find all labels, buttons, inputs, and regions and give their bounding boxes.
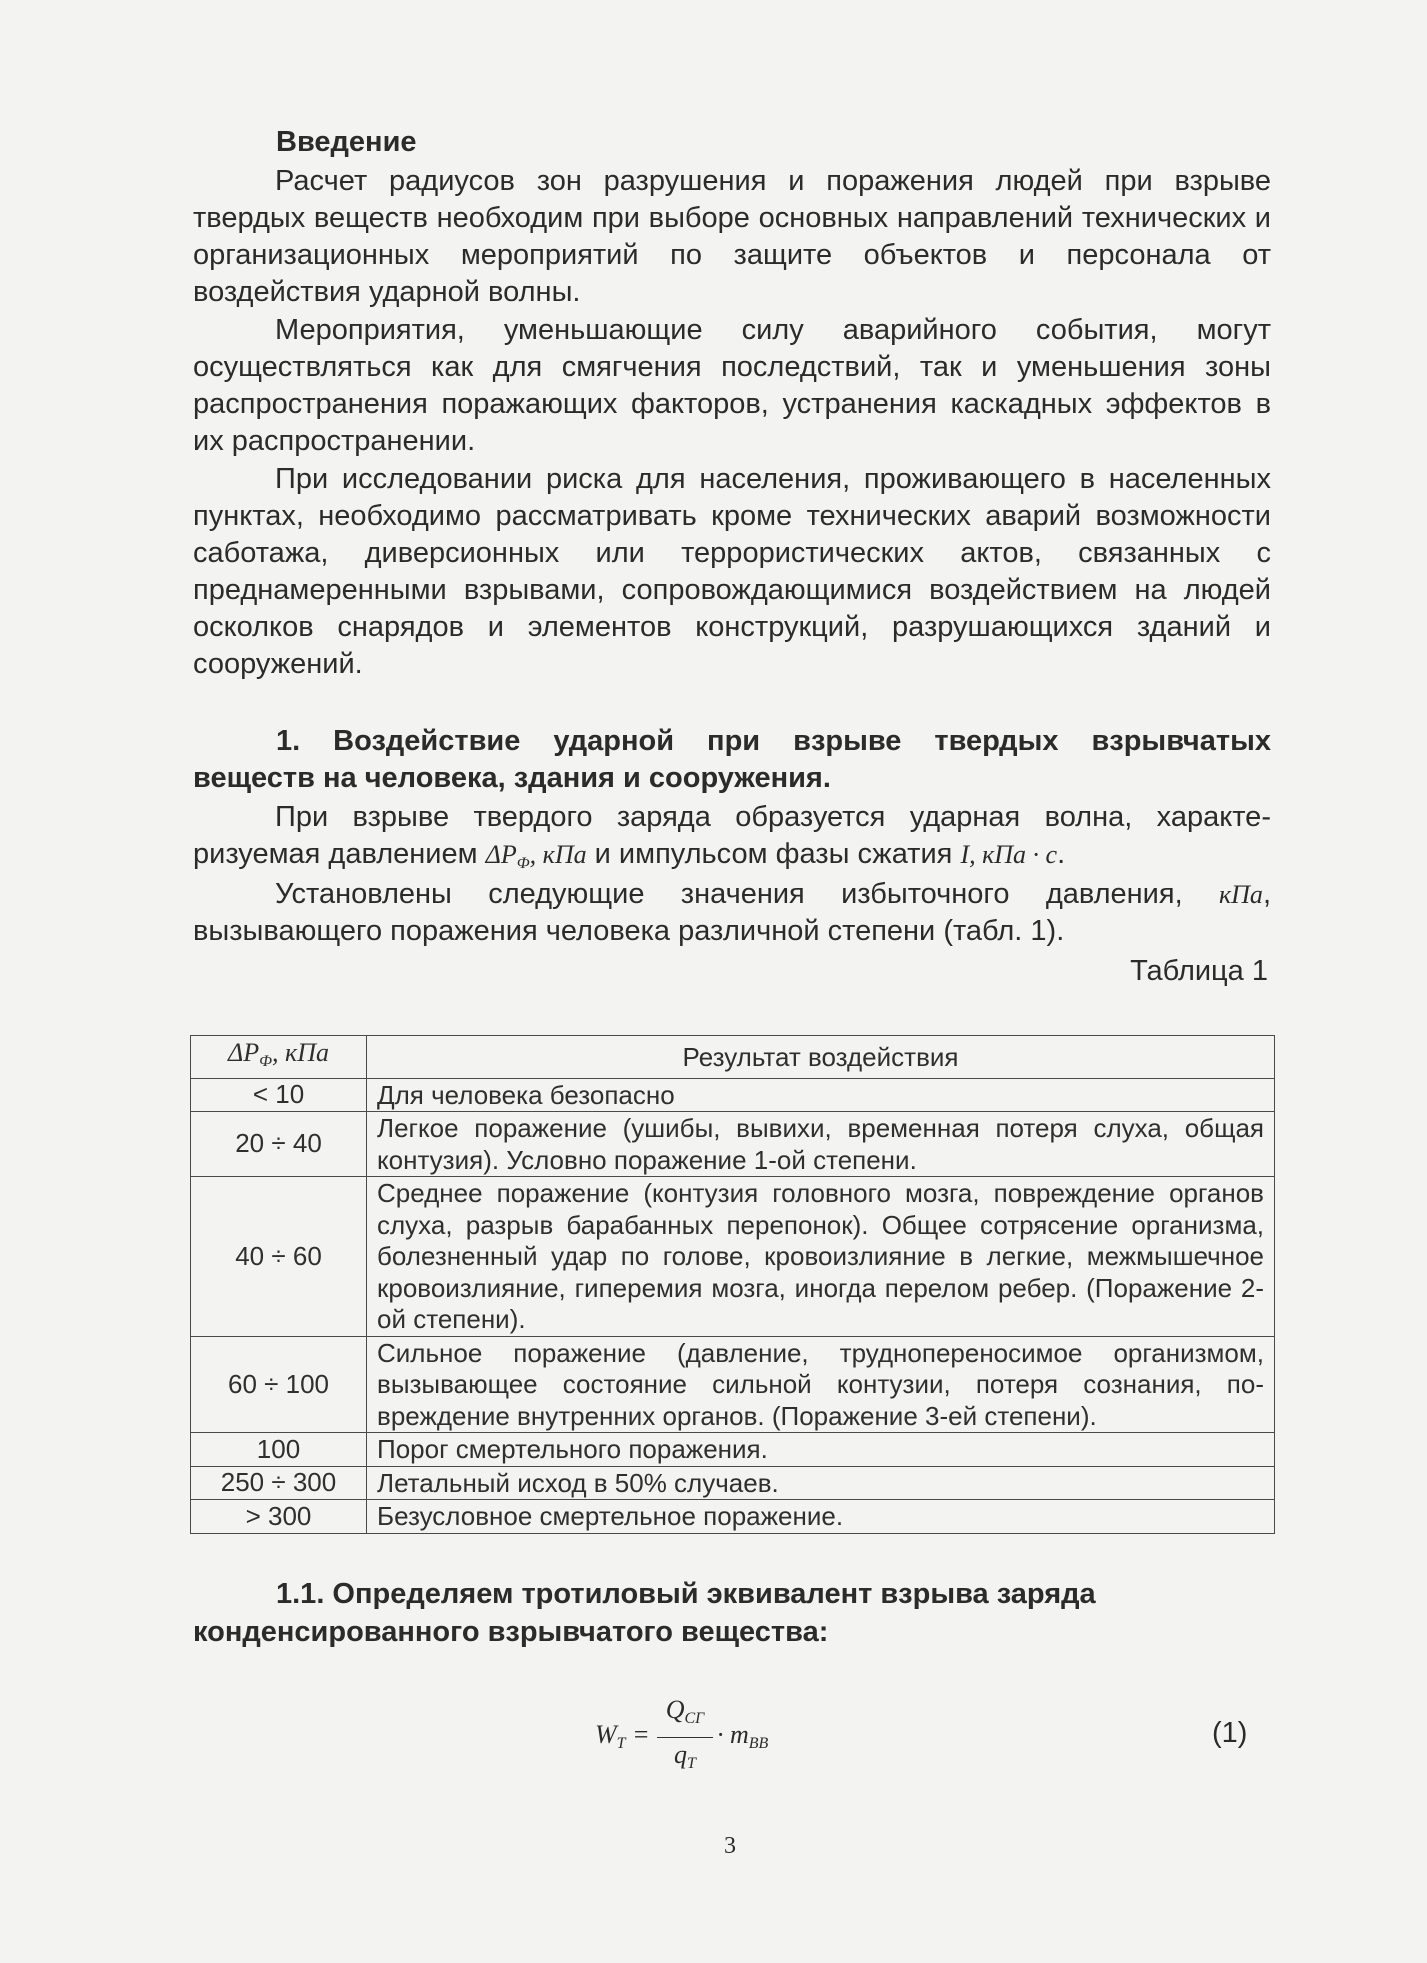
formula-fraction (657, 1694, 713, 1779)
cell-effect: Летальный исход в 50% случаев. (367, 1466, 1275, 1500)
table-row (191, 1433, 1275, 1467)
table-row (191, 1177, 1275, 1337)
page-number: 3 (724, 1833, 736, 1859)
pressure-symbol: $\Delta P_Ф$, кПа (485, 840, 587, 872)
section-1-p1-text-a: При взрыве твердого заряда образуется ударная волна, характеризуемая давлением (193, 801, 1271, 870)
header-pressure: $\Delta P_Ф$, кПа (191, 1036, 367, 1079)
cell-effect: Для человека безопасно (367, 1078, 1275, 1112)
formula-numerator: $Q_{CГ}$ (665, 1695, 705, 1727)
table-header-row (191, 1036, 1275, 1079)
table-row (191, 1500, 1275, 1534)
cell-pressure: > 300 (191, 1500, 367, 1534)
impulse-symbol: I, кПа · с (960, 840, 1058, 869)
formula-rhs: · $m_{BB}$ (717, 1720, 769, 1752)
cell-pressure: 40 ÷ 60 (191, 1177, 367, 1337)
header-effect: Результат воздействия (367, 1036, 1275, 1079)
table-1 (190, 1035, 1275, 1534)
section-1-p2-text-a: Установлены следующие значения избыточного давления, (275, 878, 1183, 910)
cell-pressure: 60 ÷ 100 (191, 1336, 367, 1433)
equation-number: (1) (1212, 1717, 1248, 1749)
table-row (191, 1112, 1275, 1177)
section-1-p2-text-b: , вызывающего поражения человека различной степени (табл. 1). (193, 878, 1271, 947)
section-1-1-title-line-1: 1.1. Определяем тротиловый эквивалент взрыва заряда (276, 1578, 1096, 1610)
cell-effect: Среднее поражение (контузия головного мозга, повреждение органов слуха, разрыв барабанных перепонок). Общее сотрясение организма, болезненный удар по голове, кровоизлияние в легкие, межмышечное кровоизлияние, гиперемия мозга, иногда перелом ребер. (Поражение 2-ой степени). (367, 1177, 1275, 1337)
formula-1 (595, 1694, 775, 1774)
intro-paragraph-2: Мероприятия, уменьшающие силу аварийного события, могут осуществляться как для смягчения последствий, так и уменьшения зоны распространения поражающих факторов, устранения каскадных эффектов в их распространении. (193, 314, 1271, 457)
table-row (191, 1078, 1275, 1112)
table-1-caption: Таблица 1 (1130, 955, 1268, 987)
formula-denominator: $q_T$ (674, 1740, 696, 1772)
cell-effect: Порог смертельного поражения. (367, 1433, 1275, 1467)
section-1-p1-text-b: и импульсом фазы сжатия (594, 838, 953, 870)
cell-pressure: 100 (191, 1433, 367, 1467)
formula-lhs: $W_T$ = (595, 1720, 650, 1752)
section-1-title-line-2: веществ на человека, здания и сооружения. (193, 762, 831, 794)
intro-paragraph-3: При исследовании риска для населения, проживающего в населенных пунктах, необходимо рассматривать кроме технических аварий возможности саботажа, диверсионных или террористических актов, связанных с преднамеренными взрывами, сопровождающимися воздействием на людей осколков снарядов и элементов конструкций, разрушающихся зданий и сооружений. (193, 463, 1271, 680)
cell-effect: Легкое поражение (ушибы, вывихи, временная потеря слуха, общая контузия). Условно поражение 1-ой степени. (367, 1112, 1275, 1177)
intro-paragraph-1: Расчет радиусов зон разрушения и поражения людей при взрыве твердых веществ необходим при выборе основных направлений технических и организационных мероприятий по защите объектов и персонала от воздействия ударной волны. (193, 165, 1271, 308)
table-row (191, 1336, 1275, 1433)
unit-kpa: кПа (1218, 880, 1263, 909)
section-1-paragraph-1: При взрыве твердого заряда образуется ударная волна, характеризуемая давлением $\Delta P_Ф$, кПа и импульсом фазы сжатия I, кПа · с. (193, 801, 1271, 872)
section-1-title-line-1: 1. Воздействие ударной при взрыве твердых взрывчатых (276, 725, 1271, 757)
cell-pressure: < 10 (191, 1078, 367, 1112)
section-1-paragraph-2 (193, 876, 1271, 950)
table-row (191, 1466, 1275, 1500)
cell-pressure: 250 ÷ 300 (191, 1466, 367, 1500)
cell-effect: Сильное поражение (давление, труднопереносимое организмом, вызывающее состояние сильной контузии, потеря сознания, повреждение внутренних органов. (Поражение 3-ей степени). (367, 1336, 1275, 1433)
cell-effect: Безусловное смертельное поражение. (367, 1500, 1275, 1534)
cell-pressure: 20 ÷ 40 (191, 1112, 367, 1177)
section-1-1-title-line-2: конденсированного взрывчатого вещества: (193, 1616, 829, 1648)
fraction-bar (657, 1737, 713, 1738)
intro-title: Введение (276, 126, 417, 158)
